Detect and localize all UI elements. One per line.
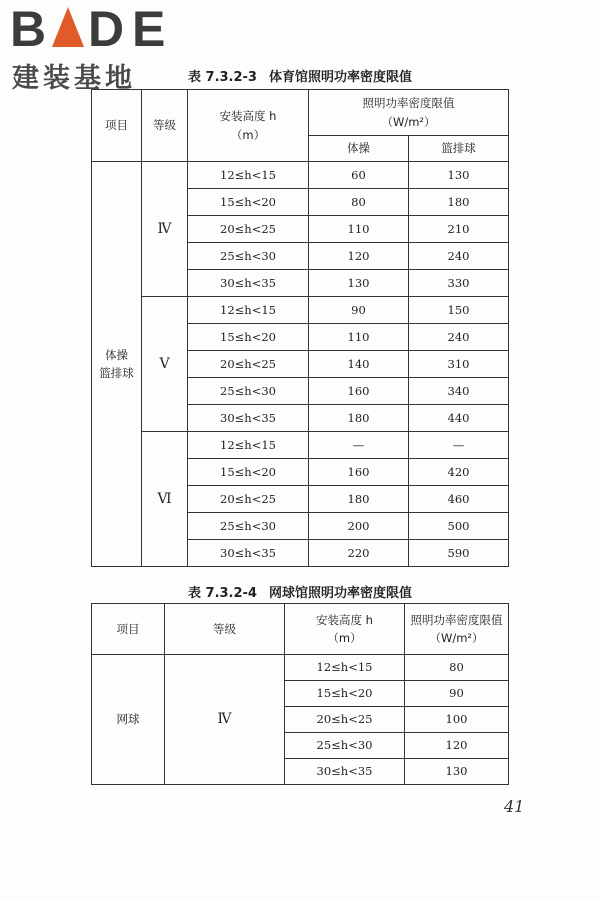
- basketball-volleyball-value-cell: 440: [409, 405, 509, 432]
- page-number: 41: [504, 797, 525, 816]
- basketball-volleyball-value-cell: 240: [409, 324, 509, 351]
- header-install-height-unit: （m）: [230, 127, 266, 142]
- height-cell: 12≤h<15: [188, 162, 309, 189]
- header-item: 项目: [92, 604, 165, 655]
- table1-caption: [0, 66, 600, 85]
- height-cell: 12≤h<15: [188, 297, 309, 324]
- height-cell: 12≤h<15: [188, 432, 309, 459]
- grade-cell: Ⅵ: [142, 432, 188, 567]
- lpd-value-cell: 120: [405, 733, 509, 759]
- lpd-value-cell: 130: [405, 759, 509, 785]
- gymnastics-value-cell: 180: [309, 405, 409, 432]
- grade-cell: Ⅳ: [142, 162, 188, 297]
- height-cell: 20≤h<25: [188, 351, 309, 378]
- header-install-height: [285, 604, 405, 655]
- basketball-volleyball-value-cell: 500: [409, 513, 509, 540]
- height-cell: 20≤h<25: [285, 707, 405, 733]
- basketball-volleyball-value-cell: 590: [409, 540, 509, 567]
- gym-lighting-table: [91, 89, 509, 567]
- gymnastics-value-cell: 220: [309, 540, 409, 567]
- basketball-volleyball-value-cell: 460: [409, 486, 509, 513]
- item-label-basketball-volleyball: 篮排球: [99, 366, 134, 380]
- grade-cell: Ⅳ: [165, 655, 285, 785]
- basketball-volleyball-value-cell: 210: [409, 216, 509, 243]
- basketball-volleyball-value-cell: 420: [409, 459, 509, 486]
- gymnastics-value-cell: 80: [309, 189, 409, 216]
- header-lpd-label: 照明功率密度限值: [362, 96, 455, 111]
- height-cell: 15≤h<20: [285, 681, 405, 707]
- logo-letter-a: [52, 7, 84, 47]
- header-item: 项目: [92, 90, 142, 162]
- lpd-value-cell: 100: [405, 707, 509, 733]
- header-install-height: [188, 90, 309, 162]
- logo-letter-e: E: [132, 2, 166, 52]
- height-cell: 30≤h<35: [188, 405, 309, 432]
- logo-a-triangle: [52, 7, 84, 47]
- gymnastics-value-cell: 180: [309, 486, 409, 513]
- logo-letter-b: B: [10, 2, 47, 52]
- gymnastics-value-cell: 110: [309, 216, 409, 243]
- tennis-lighting-table: [91, 603, 509, 785]
- gymnastics-value-cell: 110: [309, 324, 409, 351]
- header-lpd: [309, 90, 509, 136]
- logo-letter-d: D: [88, 2, 125, 52]
- grade-cell: Ⅴ: [142, 297, 188, 432]
- height-cell: 20≤h<25: [188, 486, 309, 513]
- header-install-height-label: 安装高度 h: [219, 109, 277, 124]
- height-cell: 25≤h<30: [285, 733, 405, 759]
- header-grade: 等级: [142, 90, 188, 162]
- basketball-volleyball-value-cell: 180: [409, 189, 509, 216]
- table2-caption-title: 网球馆照明功率密度限值: [268, 586, 412, 601]
- table-row: [92, 432, 509, 459]
- height-cell: 25≤h<30: [188, 243, 309, 270]
- header-grade: 等级: [165, 604, 285, 655]
- height-cell: 30≤h<35: [285, 759, 405, 785]
- logo-letter-a-text: A: [64, 46, 65, 47]
- header-lpd-unit: （W/m²）: [429, 631, 484, 645]
- table-row: [92, 297, 509, 324]
- table1-caption-title: 体育馆照明功率密度限值: [268, 70, 412, 85]
- basketball-volleyball-value-cell: —: [409, 432, 509, 459]
- table1-caption-number: 表 7.3.2-3: [188, 70, 257, 85]
- bade-wordmark: [8, 2, 178, 52]
- height-cell: 20≤h<25: [188, 216, 309, 243]
- header-lpd-label: 照明功率密度限值: [410, 612, 503, 627]
- logo-tagline: 建装基地: [12, 63, 136, 94]
- header-lpd: [405, 604, 509, 655]
- height-cell: 15≤h<20: [188, 324, 309, 351]
- gymnastics-value-cell: 90: [309, 297, 409, 324]
- gymnastics-value-cell: 160: [309, 378, 409, 405]
- lpd-value-cell: 80: [405, 655, 509, 681]
- basketball-volleyball-value-cell: 150: [409, 297, 509, 324]
- height-cell: 25≤h<30: [188, 378, 309, 405]
- header-install-height-label: 安装高度 h: [316, 612, 373, 627]
- gymnastics-value-cell: 60: [309, 162, 409, 189]
- header-basketball-volleyball: 篮排球: [409, 136, 509, 162]
- item-cell: [92, 162, 142, 567]
- item-cell: 网球: [92, 655, 165, 785]
- height-cell: 15≤h<20: [188, 189, 309, 216]
- table2-caption: [0, 582, 600, 601]
- height-cell: 12≤h<15: [285, 655, 405, 681]
- header-install-height-unit: （m）: [327, 631, 362, 645]
- table2-caption-number: 表 7.3.2-4: [188, 586, 257, 601]
- table-row: [92, 655, 509, 681]
- gymnastics-value-cell: 200: [309, 513, 409, 540]
- height-cell: 30≤h<35: [188, 270, 309, 297]
- header-gymnastics: 体操: [309, 136, 409, 162]
- height-cell: 25≤h<30: [188, 513, 309, 540]
- basketball-volleyball-value-cell: 340: [409, 378, 509, 405]
- height-cell: 15≤h<20: [188, 459, 309, 486]
- lpd-value-cell: 90: [405, 681, 509, 707]
- gymnastics-value-cell: 160: [309, 459, 409, 486]
- gymnastics-value-cell: —: [309, 432, 409, 459]
- basketball-volleyball-value-cell: 330: [409, 270, 509, 297]
- item-label-gymnastics: 体操: [105, 347, 128, 362]
- gymnastics-value-cell: 130: [309, 270, 409, 297]
- basketball-volleyball-value-cell: 240: [409, 243, 509, 270]
- table-row: [92, 162, 509, 189]
- basketball-volleyball-value-cell: 130: [409, 162, 509, 189]
- gymnastics-value-cell: 140: [309, 351, 409, 378]
- height-cell: 30≤h<35: [188, 540, 309, 567]
- basketball-volleyball-value-cell: 310: [409, 351, 509, 378]
- header-lpd-unit: （W/m²）: [381, 114, 436, 129]
- gymnastics-value-cell: 120: [309, 243, 409, 270]
